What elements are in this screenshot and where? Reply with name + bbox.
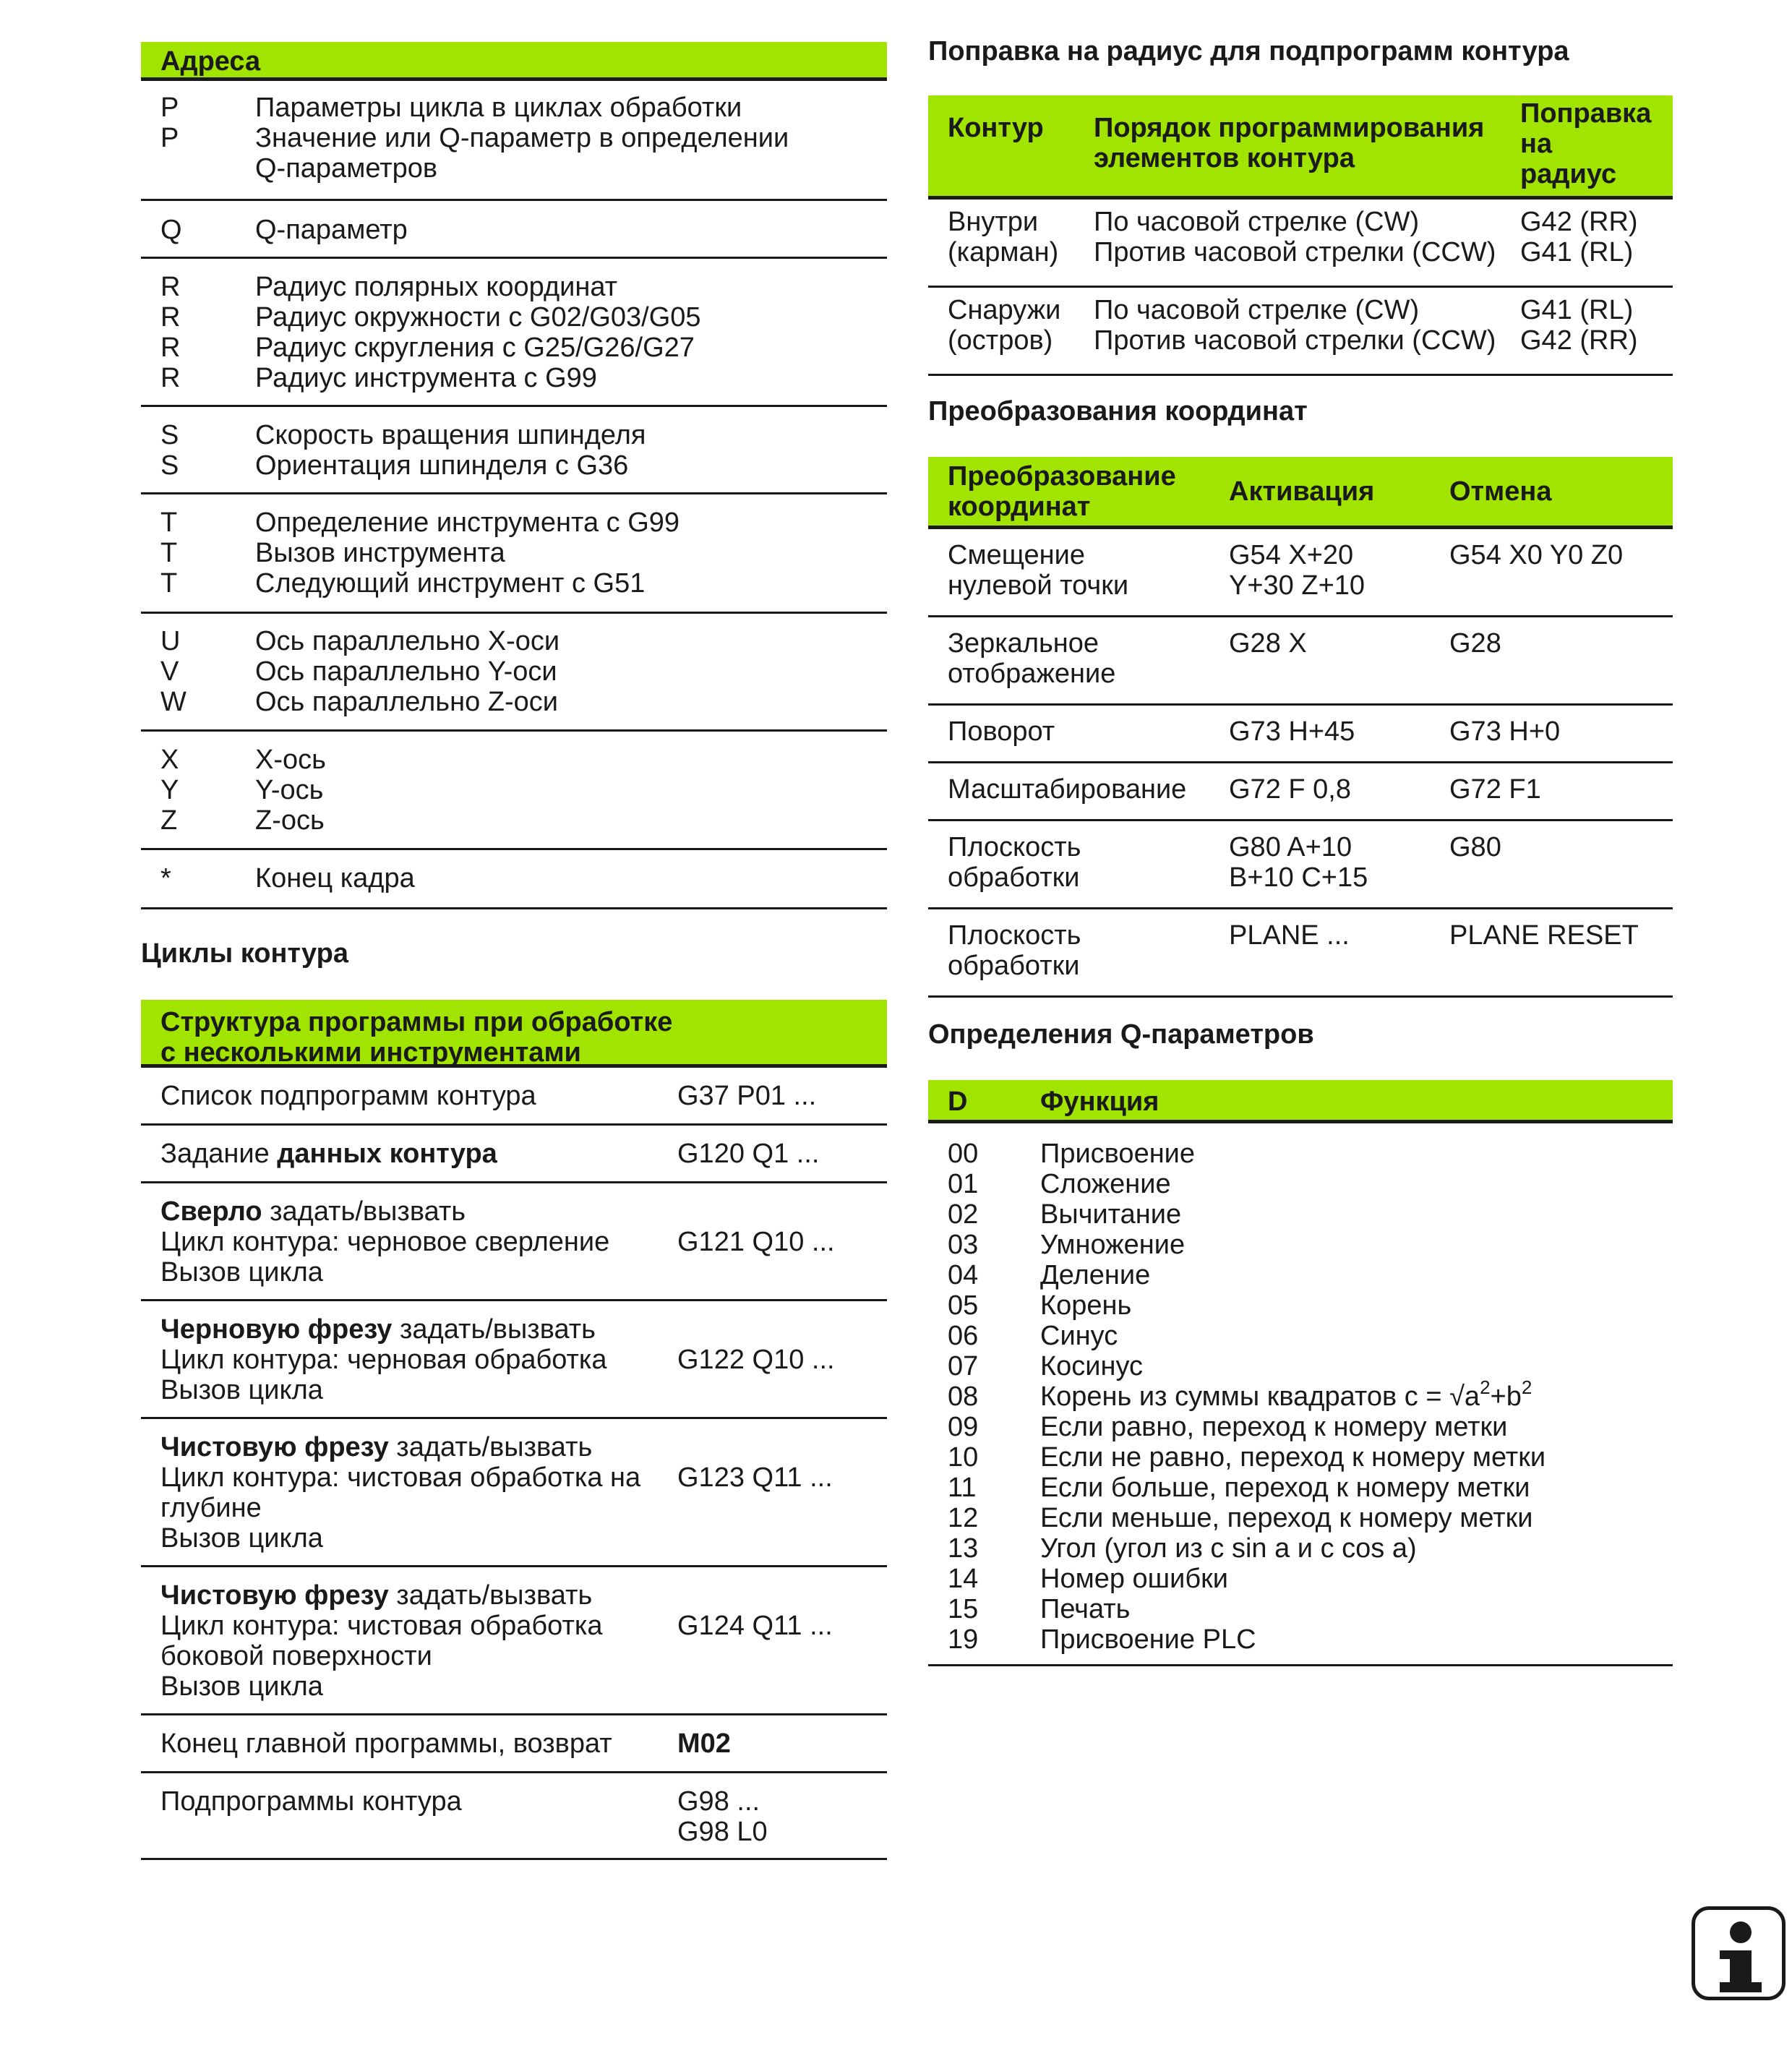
q-param-function: Корень из суммы квадратов $c = √a^2+b^2$: [1040, 1376, 1532, 1412]
radius-comp-row: [928, 288, 1673, 376]
coord-transform-cell: G73 H+45: [1229, 716, 1355, 747]
coord-transform-cell: G80 A+10 B+10 C+15: [1229, 832, 1368, 893]
structure-header-line: Структура программы при обработке: [160, 1007, 673, 1037]
radius-head-comp: Поправка на радиус: [1520, 98, 1652, 189]
address-group-uvw: [141, 614, 887, 732]
structure-row-description: Чистовую фрезу задать/вызвать Цикл контура: чистовая обработка боковой поверхности Вызов цикла: [160, 1580, 603, 1702]
q-param-function: Умножение: [1040, 1230, 1186, 1260]
q-params-header: [928, 1080, 1673, 1123]
structure-row: [141, 1567, 887, 1715]
address-line: [141, 775, 887, 805]
q-param-code: 09: [948, 1412, 979, 1442]
address-letter: Y: [160, 775, 179, 805]
structure-header-line: с несколькими инструментами: [160, 1037, 581, 1068]
q-param-function: Сложение: [1040, 1169, 1171, 1199]
address-line: [141, 538, 887, 568]
q-param-code: 01: [948, 1169, 979, 1199]
radius-head-contour: Контур: [948, 113, 1044, 143]
structure-row: [141, 1773, 887, 1860]
structure-row-description: Сверло задать/вызвать Цикл контура: черновое сверление Вызов цикла: [160, 1196, 610, 1288]
address-line: [141, 656, 887, 687]
coord-transform-cell: Плоскость обработки: [948, 920, 1081, 981]
q-param-code: 07: [948, 1351, 979, 1381]
radius-head-order: Порядок программирования элементов контура: [1094, 113, 1485, 173]
address-letter: V: [160, 656, 179, 687]
q-param-code: 15: [948, 1594, 979, 1624]
address-letter: R: [160, 272, 181, 302]
radius-comp-cell: Снаружи (остров): [948, 295, 1061, 356]
coord-transform-cell: G28: [1449, 628, 1501, 659]
address-desc: Ось параллельно Y-оси: [255, 656, 557, 687]
q-head-d: D: [948, 1087, 968, 1117]
structure-row-code: G123 Q11 ...: [677, 1462, 833, 1493]
address-line: [141, 745, 887, 775]
q-param-function: Синус: [1040, 1321, 1118, 1351]
address-letter: T: [160, 507, 178, 538]
address-desc: Параметры цикла в циклах обработки: [255, 93, 742, 123]
address-letter: R: [160, 333, 181, 363]
address-line: [141, 507, 887, 538]
radius-comp-cell: По часовой стрелке (CW) Против часовой стрелки (CCW): [1094, 295, 1496, 356]
coord-transform-cell: G72 F 0,8: [1229, 774, 1351, 805]
address-line: [141, 333, 887, 363]
coord-head-cancel: Отмена: [1449, 476, 1552, 507]
structure-row: [141, 1068, 887, 1126]
address-line: [141, 153, 887, 184]
radius-comp-cell: Внутри (карман): [948, 207, 1059, 267]
q-param-row: [928, 1533, 1673, 1564]
q-param-row: [928, 1594, 1673, 1624]
addresses-header: Адреса: [141, 42, 887, 81]
q-param-code: 04: [948, 1260, 979, 1290]
radius-comp-header: [928, 95, 1673, 200]
coord-transform-cell: Поворот: [948, 716, 1055, 747]
q-param-code: 06: [948, 1321, 979, 1351]
address-desc: Радиус инструмента с G99: [255, 363, 597, 393]
address-line: [141, 863, 887, 894]
coord-transform-cell: Плоскость обработки: [948, 832, 1081, 893]
address-letter: Z: [160, 805, 178, 836]
coord-transform-cell: PLANE RESET: [1449, 920, 1639, 951]
info-icon: [1692, 1906, 1785, 2000]
address-group-p: [141, 85, 887, 201]
address-desc: Скорость вращения шпинделя: [255, 420, 646, 450]
q-param-function: Деление: [1040, 1260, 1151, 1290]
address-line: [141, 687, 887, 717]
structure-row: [141, 1715, 887, 1773]
address-desc: Y-ось: [255, 775, 324, 805]
radius-comp-cell: G41 (RL) G42 (RR): [1520, 295, 1638, 356]
address-desc: Определение инструмента с G99: [255, 507, 680, 538]
q-param-function: Косинус: [1040, 1351, 1144, 1381]
structure-row-code: M02: [677, 1728, 731, 1759]
structure-row-code: G122 Q10 ...: [677, 1345, 835, 1375]
q-param-code: 11: [948, 1473, 977, 1503]
coord-transform-cell: Масштабирование: [948, 774, 1187, 805]
address-letter: S: [160, 450, 179, 481]
address-letter: *: [160, 863, 171, 894]
coord-transform-row: [928, 529, 1673, 617]
address-desc: Z-ось: [255, 805, 325, 836]
address-desc: Радиус полярных координат: [255, 272, 618, 302]
q-param-row: [928, 1564, 1673, 1594]
q-param-function: Присвоение: [1040, 1139, 1196, 1169]
address-desc: Конец кадра: [255, 863, 415, 894]
q-param-function: Если равно, переход к номеру метки: [1040, 1412, 1508, 1442]
coord-transform-row: [928, 821, 1673, 909]
coord-transform-cell: G54 X0 Y0 Z0: [1449, 540, 1624, 570]
q-param-row: [928, 1290, 1673, 1321]
radius-comp-row: [928, 200, 1673, 288]
q-param-code: 13: [948, 1533, 979, 1564]
q-param-function: Если не равно, переход к номеру метки: [1040, 1442, 1546, 1473]
radius-comp-title: Поправка на радиус для подпрограмм контура: [928, 36, 1569, 67]
address-line: [141, 123, 887, 153]
address-line: [141, 302, 887, 333]
address-letter: T: [160, 568, 178, 599]
structure-table-header: [141, 1000, 887, 1068]
structure-row: [141, 1301, 887, 1419]
q-param-row: [928, 1230, 1673, 1260]
coord-transform-row: [928, 617, 1673, 706]
address-letter: S: [160, 420, 179, 450]
address-letter: Q: [160, 215, 182, 245]
q-param-function: Номер ошибки: [1040, 1564, 1228, 1594]
radius-comp-cell: По часовой стрелке (CW) Против часовой стрелки (CCW): [1094, 207, 1496, 267]
address-desc: Ориентация шпинделя с G36: [255, 450, 629, 481]
structure-row-code: G121 Q10 ...: [677, 1227, 835, 1257]
address-desc: Ось параллельно Z-оси: [255, 687, 558, 717]
address-letter: W: [160, 687, 187, 717]
coord-transform-cell: Смещение нулевой точки: [948, 540, 1129, 601]
q-param-row: [928, 1503, 1673, 1533]
q-param-row: [928, 1169, 1673, 1199]
structure-row-description: Подпрограммы контура: [160, 1786, 462, 1817]
address-group-end: [141, 850, 887, 909]
structure-row-code: G120 Q1 ...: [677, 1139, 820, 1169]
address-line: [141, 272, 887, 302]
q-param-code: 14: [948, 1564, 979, 1594]
coord-transform-cell: Зеркальное отображение: [948, 628, 1116, 689]
address-line: [141, 805, 887, 836]
address-desc: Радиус окружности с G02/G03/G05: [255, 302, 701, 333]
contour-cycles-title: Циклы контура: [141, 938, 348, 969]
address-line: [141, 363, 887, 393]
q-param-row: [928, 1412, 1673, 1442]
structure-row: [141, 1183, 887, 1301]
q-param-code: 12: [948, 1503, 979, 1533]
radius-comp-cell: G42 (RR) G41 (RL): [1520, 207, 1638, 267]
coord-transform-cell: G28 X: [1229, 628, 1307, 659]
address-line: [141, 93, 887, 123]
q-params-title: Определения Q-параметров: [928, 1019, 1314, 1050]
address-desc: Ось параллельно X-оси: [255, 626, 560, 656]
address-group-t: [141, 494, 887, 614]
q-param-code: 05: [948, 1290, 979, 1321]
coord-transform-row: [928, 763, 1673, 821]
q-param-code: 10: [948, 1442, 979, 1473]
structure-row-description: Задание данных контура: [160, 1139, 497, 1169]
address-line: [141, 450, 887, 481]
coord-head-activation: Активация: [1229, 476, 1375, 507]
address-letter: T: [160, 538, 178, 568]
q-param-code: 00: [948, 1139, 979, 1169]
q-head-function: Функция: [1040, 1087, 1159, 1117]
structure-row-description: Список подпрограмм контура: [160, 1081, 536, 1111]
address-letter: P: [160, 93, 179, 123]
address-letter: U: [160, 626, 181, 656]
q-param-row: [928, 1260, 1673, 1290]
q-param-row: [928, 1473, 1673, 1503]
address-letter: R: [160, 363, 181, 393]
coord-transform-title: Преобразования координат: [928, 396, 1308, 427]
address-desc: Радиус скругления с G25/G26/G27: [255, 333, 695, 363]
address-desc: Q-параметров: [255, 153, 438, 184]
structure-row: [141, 1126, 887, 1183]
structure-row-code: G124 Q11 ...: [677, 1611, 833, 1641]
q-param-code: 08: [948, 1381, 979, 1412]
address-line: [141, 568, 887, 599]
q-param-function: Вычитание: [1040, 1199, 1182, 1230]
coord-transform-cell: G73 H+0: [1449, 716, 1561, 747]
address-desc: Значение или Q-параметр в определении: [255, 123, 789, 153]
address-desc: Q-параметр: [255, 215, 408, 245]
coord-transform-cell: G54 X+20 Y+30 Z+10: [1229, 540, 1366, 601]
q-param-row: [928, 1376, 1673, 1412]
q-param-code: 03: [948, 1230, 979, 1260]
coord-transform-header: [928, 457, 1673, 529]
structure-row-description: Чистовую фрезу задать/вызвать Цикл контура: чистовая обработка на глубине Вызов цикла: [160, 1432, 641, 1554]
coord-head-transform: Преобразование координат: [948, 461, 1176, 522]
address-letter: R: [160, 302, 181, 333]
address-desc: Следующий инструмент с G51: [255, 568, 646, 599]
q-param-function: Угол (угол из c sin a и c cos a): [1040, 1533, 1417, 1564]
q-param-code: 02: [948, 1199, 979, 1230]
structure-row: [141, 1419, 887, 1567]
address-desc: Вызов инструмента: [255, 538, 505, 568]
address-group-q: [141, 201, 887, 259]
q-param-function: Если меньше, переход к номеру метки: [1040, 1503, 1533, 1533]
structure-row-description: Черновую фрезу задать/вызвать Цикл контура: черновая обработка Вызов цикла: [160, 1314, 607, 1405]
address-line: [141, 626, 887, 656]
address-group-s: [141, 407, 887, 494]
coord-transform-cell: G80: [1449, 832, 1501, 862]
q-param-function: Присвоение PLC: [1040, 1624, 1256, 1655]
q-param-row: [928, 1199, 1673, 1230]
q-params-list: [928, 1131, 1673, 1666]
q-param-row: [928, 1442, 1673, 1473]
address-desc: X-ось: [255, 745, 326, 775]
q-param-function: Печать: [1040, 1594, 1131, 1624]
q-param-code: 19: [948, 1624, 979, 1655]
address-line: [141, 215, 887, 245]
address-line: [141, 420, 887, 450]
q-param-function: Корень: [1040, 1290, 1132, 1321]
address-letter: P: [160, 123, 179, 153]
q-param-row: [928, 1139, 1673, 1169]
structure-row-code: G98 ... G98 L0: [677, 1786, 768, 1847]
q-param-function: Если больше, переход к номеру метки: [1040, 1473, 1530, 1503]
coord-transform-cell: G72 F1: [1449, 774, 1541, 805]
q-param-row: [928, 1624, 1673, 1655]
address-group-r: [141, 259, 887, 407]
address-letter: X: [160, 745, 179, 775]
q-param-row: [928, 1321, 1673, 1351]
coord-transform-row: [928, 706, 1673, 763]
structure-row-description: Конец главной программы, возврат: [160, 1728, 612, 1759]
coord-transform-row: [928, 909, 1673, 998]
structure-row-code: G37 P01 ...: [677, 1081, 817, 1111]
q-param-row: [928, 1351, 1673, 1381]
address-group-xyz: [141, 732, 887, 850]
coord-transform-cell: PLANE ...: [1229, 920, 1350, 951]
